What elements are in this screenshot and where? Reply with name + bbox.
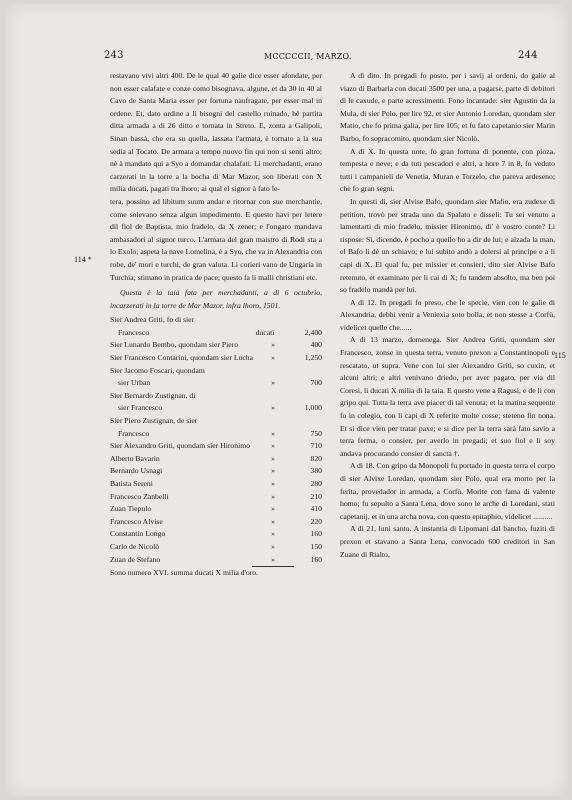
list-item: [110, 554, 322, 567]
entry-name: Carlo de Nicolò: [110, 541, 160, 551]
list-item: [110, 453, 322, 466]
list-item: [110, 314, 322, 327]
entry-amount: 700: [310, 378, 322, 388]
ransom-list: [110, 314, 322, 566]
entry-currency-mark: »: [271, 541, 275, 551]
list-item: [110, 440, 322, 453]
list-item: [110, 503, 322, 516]
entry-currency-mark: »: [271, 453, 275, 463]
entry-name: Bernardo Usnagi: [110, 466, 163, 476]
right-margin-note: 115: [554, 351, 566, 360]
entry-name: Zuan de Stefano: [110, 554, 161, 564]
entry-name: Zuan Tiepulo: [110, 504, 152, 514]
list-item-continuation: [110, 377, 322, 390]
entry-currency-mark: »: [271, 554, 275, 564]
entry-amount: 380: [310, 466, 322, 476]
entry-amount: 280: [310, 479, 322, 488]
entry-name-cont: Francesco: [118, 327, 150, 337]
entry-amount: 750: [310, 428, 322, 438]
entry-amount: 410: [310, 504, 322, 514]
left-paragraph: restavano vivi altri 400. De le qual 40 galie dice esser afondate, per non esser calafate e conze como bisognava, algune, et da 30 in 40 al Cavo de Santa Maria esser per fortuna naufragate, per esser mal in ordene. Et, dato ordine a li bisogni del castello ruinado, hè partita ditta armada a di 26 ditto e tornata in Streto. E, zonta a Galipoli, Sinan bassà, che era su quella, lassata l'armata, è tornato a la sua sedia al Tocato. De armata a tempo nuovo fin qui non si senti altro; nè à mandato qui a Syo a domandar chalafati. Li merchadanti, erano carzerati in la torre a la bocha di Mar Mazor, son liberati con X milia ducati, pagati tra lhoro; ai qual el signor à fato le-: [110, 71, 322, 194]
right-paragraph: A dì 18. Con gripo da Monopoli fu portado in questa terra el corpo di sier Alvixe Loredan, quondam sier Polo, qual era morto per la ferita, provedador in armada, a Corfù. Morite con fama di valente homo; fu sepulto a Santa Lena, dove sono le arche di Loredani, stati capetanij, et in una archa nova, con questo epitaphio, videlicet ..........: [340, 461, 555, 521]
list-item: [110, 516, 322, 529]
right-paragraph: In questi dì, sier Alvise Bafo, quondam sier Mafio, era zudexe di petition, trovò per strada uno da Spalato e disseli: Tu sei venuto a lamentarti di mio fradelo, missier Hironimo, dì' è vostro conte? Li rispose: Sì, dicendo, è pocho a quello ho a dir de lui; e alzada la man, el Bafo li dè un schiavo; e lui subito andò a dolersi al principe e a li capi di X. El qual fu, per missier et consieri, dito sier Alvise Bafo retenuto, et examinato per li cai di X; fu tandem absolto, ma ben poi so fradelo mandà per lui.: [340, 196, 555, 295]
entry-amount: 820: [310, 453, 322, 463]
entry-currency-mark: »: [271, 516, 275, 526]
entry-name-cont: sier Francesco: [118, 403, 163, 413]
list-item: [110, 541, 322, 554]
entry-amount: 160: [310, 554, 322, 564]
running-title: MCCCCCII, MARZO.: [264, 52, 352, 61]
entry-amount: 400: [310, 340, 322, 350]
right-column: [340, 70, 555, 561]
entry-amount: 220: [310, 516, 322, 526]
entry-currency-mark: »: [271, 491, 275, 501]
entry-currency-mark: »: [271, 529, 275, 539]
right-page-number: 244: [518, 50, 538, 61]
right-paragraph: A dì X. In questa note, fo gran fortuna di ponente, con pioza, tempesta e neve; e da tuti pescadori e altri, a hore 7 in 8, fo veduto tutti i campanieli de Venetia, Muran e Torzelo, che pareva ardeseno; che fo gran segni.: [340, 146, 555, 194]
list-item: [110, 365, 322, 378]
entry-amount: 2,400: [304, 327, 322, 337]
entry-name: Alberto Bavarin: [110, 453, 160, 463]
entry-name: Sier Andrea Griti, fo di sier: [110, 315, 195, 325]
entry-name-cont: sier Urban: [118, 378, 151, 388]
entry-currency-mark: »: [271, 378, 275, 388]
entry-amount: 1,000: [304, 403, 322, 413]
entry-name: Francesco Zanbelli: [110, 491, 169, 501]
list-item: [110, 478, 322, 491]
entry-amount: 1,250: [304, 353, 322, 363]
entry-name: Sier Alexandro Griti, quondam sier Hironimo: [110, 441, 251, 451]
list-item: [110, 390, 322, 403]
list-item-continuation: [110, 428, 322, 441]
book-page: [6, 4, 568, 796]
right-paragraph: A dì 21, luni santo. A instantia di Lipomani dal bancho, fuziti di prexon et stavano a Santa Lena, convocado 600 creditori in San Zuane di Rialto,: [340, 524, 555, 559]
entry-name: Batista Sereni: [110, 479, 153, 488]
right-paragraph: A dì dito. In pregadi fo posto, per i savij ai ordeni, do galie al viazo di Barbaria con ducati 3500 per una, a pagarse, parte di debitori di le caxude, e parte acressimenti. Fono incantade: sier Agustin da la Mula, di sier Polo, per lire 92, et sier Antonio Loredan, quondam sier Matio, che fo prima galia, per lire 105; et fu fato capetanio sier Marin Barbo, fo sopracomito, quondam sier Nicolò.: [340, 71, 555, 143]
list-item: [110, 415, 322, 428]
right-paragraph: A dì 13 marzo, domenega. Sier Andrea Griti, quondam sier Francesco, zonse in questa terra, venuto prexon a Constantinopoli e rescatato, ut supra. Vene con lui sier Alexandro Griti, so cuxin, et alcuni altri; e altri venivano driedo, per aver pagato, per via dil Coresi, li ducati X milia di la taia. E questo vene a Ragusi, e de li con gripo qui. Tutta la terra ave piacer di tal venuta; et la matina sequente fo in colegio, con li capi di X referite molte cosse; steteno fin nona. Et si dice vien per tratar paxe; e si dice per la terra sarà fato savio a terra ferma, o consier, per averlo in pregadi; et suo fiol e li soy andava procurando consier di sancta †.: [340, 335, 555, 458]
left-margin-note: 114 *: [74, 255, 92, 264]
entry-currency-mark: »: [271, 403, 275, 413]
list-item: [110, 528, 322, 541]
list-summary: Sono numero XVI. summa ducati X milia d'oro.: [110, 568, 259, 578]
list-heading: Questa è la taia fata per merchadanti, a dì 6 octubrio, incarzerati in la torre de Mar Mazor, infra lhoro, 1501.: [110, 288, 322, 310]
entry-currency-mark: »: [271, 504, 275, 514]
entry-name-cont: Francesco: [118, 428, 150, 438]
entry-name: Sier Jacomo Foscari, quondam: [110, 365, 205, 375]
list-item-continuation: [110, 327, 322, 340]
right-paragraph: A dì 12. In pregadi fo preso, che le specie, vien con le galie di Alexandria, debbi venir a Veniexia soto bolla, et non stesse a Corfù, videlicet quelle che......: [340, 297, 555, 332]
entry-name: Francesco Alvise: [110, 516, 163, 526]
entry-currency-mark: »: [271, 340, 275, 350]
list-item: [110, 491, 322, 504]
entry-name: Sier Bernardo Zustignan, di: [110, 390, 196, 400]
entry-currency-mark: »: [271, 466, 275, 476]
entry-amount: 710: [310, 441, 322, 451]
left-page-number: 243: [104, 50, 124, 61]
entry-amount: 160: [310, 529, 322, 539]
entry-currency-mark: »: [271, 428, 275, 438]
entry-amount: 150: [310, 541, 322, 551]
list-item: [110, 465, 322, 478]
entry-name: Sier Lunardo Bembo, quondam sier Piero: [110, 340, 239, 350]
entry-amount: 210: [310, 491, 322, 501]
left-column: [110, 70, 322, 580]
left-paragraph: tera, possino ad libitum suum andar e ritornar con sue merchantie, come solevano senza algun impedimento. E questo havi per letere dil fiol de Baptista, mio fradelo, da X zener; e l'ongaro mandava ambasadori al signor turco. L'armata del gran maistro di Rodi sta a lo Exolo; aspeta la nave Lomelina, è a Syo, che va in Alexandria con robe, de' mori e turchi, de gran valuta. Li corieri vano de Ungaria in Turchia; stimano in pratica de pace; questo fa li malli christiani etc.: [110, 196, 322, 282]
entry-name: Sier Francesco Contarini, quondam sier Lucha: [110, 353, 254, 363]
entry-currency-mark: »: [271, 353, 275, 363]
entry-name: Constantin Longo: [110, 529, 166, 539]
entry-currency-mark: ducati: [255, 327, 275, 337]
list-item: [110, 352, 322, 365]
entry-currency-mark: »: [271, 479, 275, 488]
entry-name: Sier Piero Zustignan, de sier: [110, 416, 198, 426]
list-item: [110, 339, 322, 352]
list-item-continuation: [110, 402, 322, 415]
entry-currency-mark: »: [271, 441, 275, 451]
